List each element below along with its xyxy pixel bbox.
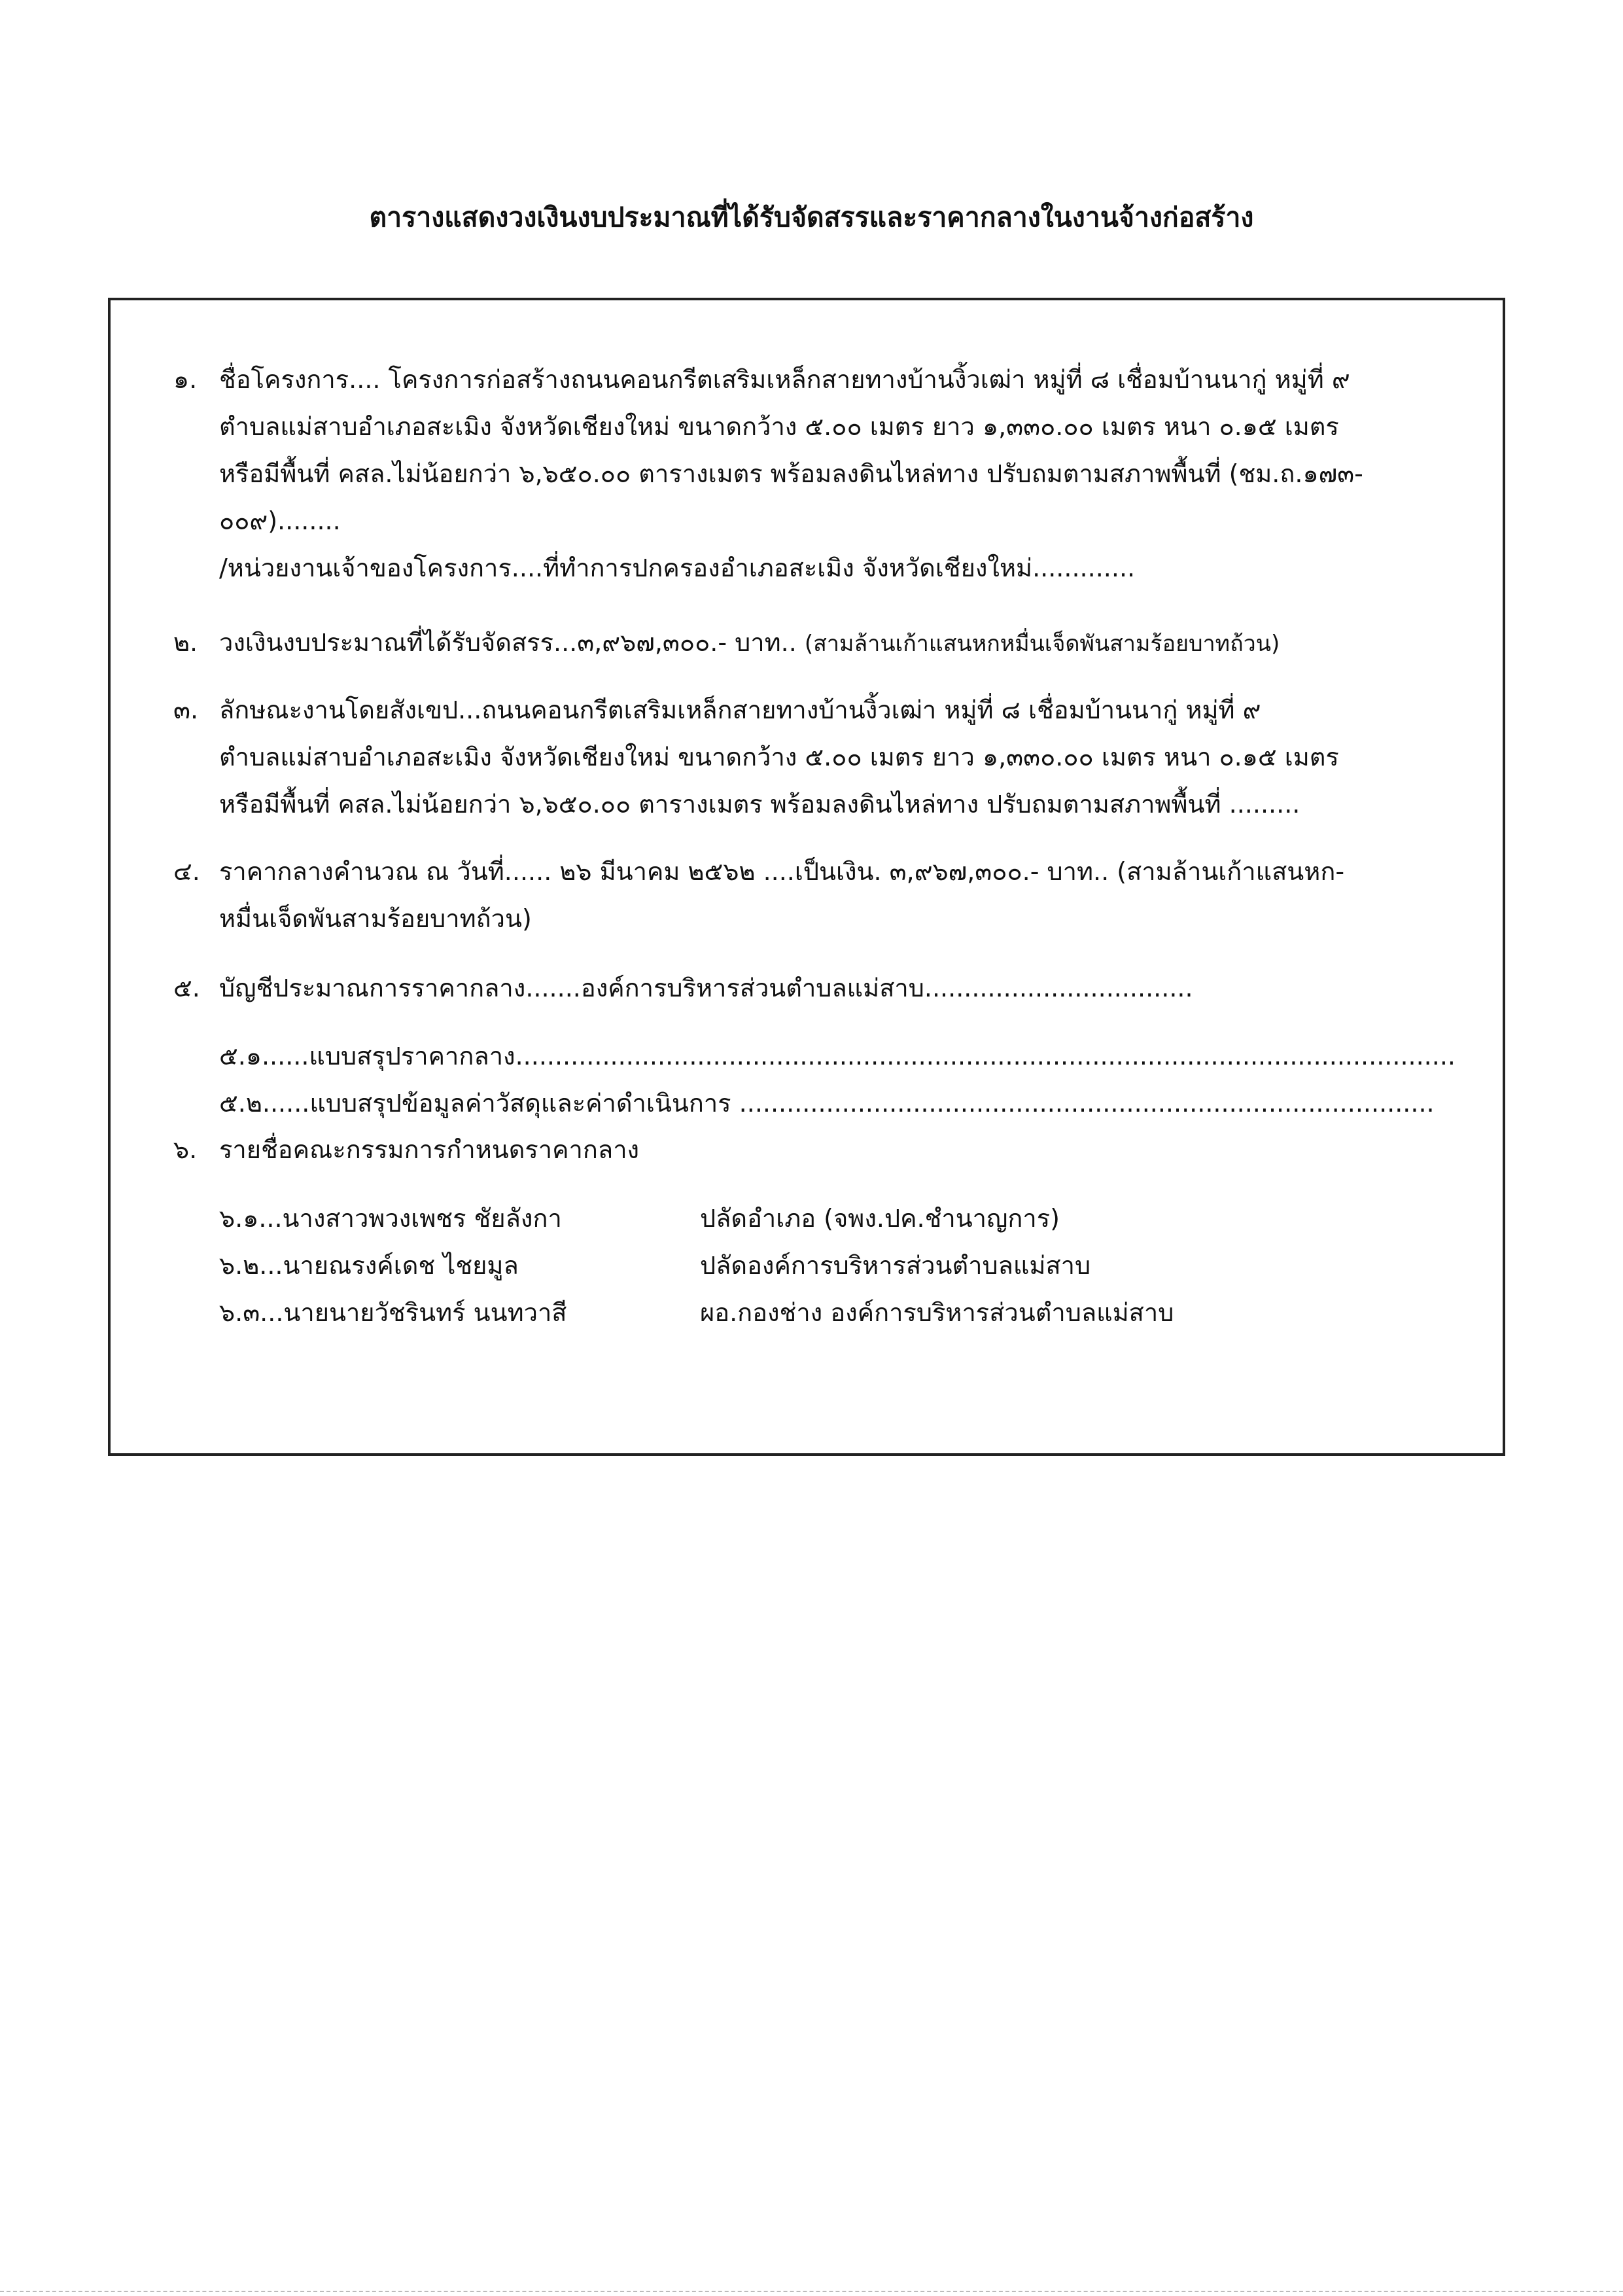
committee-member-3-name: ๖.๓...นายนายวัชรินทร์ นนทวาสี bbox=[219, 1298, 567, 1327]
item-5-line-1: บัญชีประมาณการราคากลาง.......องค์การบริหารส่วนตำบลแม่สาบ.................................. bbox=[219, 974, 1193, 1002]
committee-member-2-position: ปลัดองค์การบริหารส่วนตำบลแม่สาบ bbox=[700, 1251, 1091, 1280]
committee-member-2-name: ๖.๒...นายณรงค์เดช ไชยมูล bbox=[219, 1251, 519, 1280]
item-2-line-1 bbox=[219, 628, 1280, 658]
item-6-line-1: รายชื่อคณะกรรมการกำหนดราคากลาง bbox=[219, 1135, 640, 1164]
scan-edge-rule bbox=[0, 2291, 1623, 2292]
item-1-line-3: หรือมีพื้นที่ คสล.ไม่น้อยกว่า ๖,๖๕๐.๐๐ ตารางเมตร พร้อมลงดินไหล่ทาง ปรับถมตามสภาพพื้นที่ (ชม.ถ.๑๗๓- bbox=[219, 459, 1363, 488]
item-4-line-2: หมื่นเจ็ดพันสามร้อยบาทถ้วน) bbox=[219, 904, 532, 933]
item-1-line-5: /หน่วยงานเจ้าของโครงการ....ที่ทำการปกครองอำเภอสะเมิง จังหวัดเชียงใหม่............. bbox=[219, 554, 1136, 582]
committee-member-3-position: ผอ.กองช่าง องค์การบริหารส่วนตำบลแม่สาบ bbox=[700, 1298, 1174, 1327]
item-4-line-1: ราคากลางคำนวณ ณ วันที่...... ๒๖ มีนาคม ๒๕๖๒ ....เป็นเงิน. ๓,๙๖๗,๓๐๐.- บาท.. (สามล้านเก้าแสนหก- bbox=[219, 857, 1345, 886]
item-1-line-4: ๐๐๙)........ bbox=[219, 506, 341, 535]
item-2-number: ๒. bbox=[173, 628, 198, 657]
item-1-number: ๑. bbox=[173, 365, 198, 394]
item-3-line-1: ลักษณะงานโดยสังเขป...ถนนคอนกรีตเสริมเหล็กสายทางบ้านงิ้วเฒ่า หมู่ที่ ๘ เชื่อมบ้านนากู่ หมู่ที่ ๙ bbox=[219, 696, 1261, 724]
budget-amount-words: (สามล้านเก้าแสนหกหมื่นเจ็ดพันสามร้อยบาทถ้วน) bbox=[804, 631, 1280, 657]
committee-member-1-name: ๖.๑...นางสาวพวงเพชร ชัยลังกา bbox=[219, 1204, 562, 1233]
item-5-number: ๕. bbox=[173, 974, 200, 1002]
item-5-sub-1: ๕.๑......แบบสรุปราคากลาง....................................................................................................................... bbox=[219, 1042, 1456, 1070]
item-5-sub-2: ๕.๒......แบบสรุปข้อมูลค่าวัสดุและค่าดำเนินการ ........................................................................................ bbox=[219, 1089, 1435, 1118]
item-4-number: ๔. bbox=[173, 857, 200, 886]
item-1-line-1: ชื่อโครงการ.... โครงการก่อสร้างถนนคอนกรีตเสริมเหล็กสายทางบ้านงิ้วเฒ่า หมู่ที่ ๘ เชื่อมบ้านนากู่ หมู่ที่ ๙ bbox=[219, 365, 1350, 394]
item-6-number: ๖. bbox=[173, 1135, 198, 1164]
budget-amount: วงเงินงบประมาณที่ได้รับจัดสรร...๓,๙๖๗,๓๐๐.- บาท.. bbox=[219, 628, 797, 657]
item-1-line-2: ตำบลแม่สาบอำเภอสะเมิง จังหวัดเชียงใหม่ ขนาดกว้าง ๕.๐๐ เมตร ยาว ๑,๓๓๐.๐๐ เมตร หนา ๐.๑๕ เมตร bbox=[219, 412, 1339, 441]
item-3-line-2: ตำบลแม่สาบอำเภอสะเมิง จังหวัดเชียงใหม่ ขนาดกว้าง ๕.๐๐ เมตร ยาว ๑,๓๓๐.๐๐ เมตร หนา ๐.๑๕ เมตร bbox=[219, 743, 1339, 771]
committee-member-1-position: ปลัดอำเภอ (จพง.ปค.ชำนาญการ) bbox=[700, 1204, 1060, 1233]
page-title: ตารางแสดงวงเงินงบประมาณที่ได้รับจัดสรรและราคากลางในงานจ้างก่อสร้าง bbox=[369, 202, 1254, 233]
item-3-number: ๓. bbox=[173, 696, 199, 724]
item-3-line-3: หรือมีพื้นที่ คสล.ไม่น้อยกว่า ๖,๖๕๐.๐๐ ตารางเมตร พร้อมลงดินไหล่ทาง ปรับถมตามสภาพพื้นที่ ......... bbox=[219, 790, 1300, 819]
